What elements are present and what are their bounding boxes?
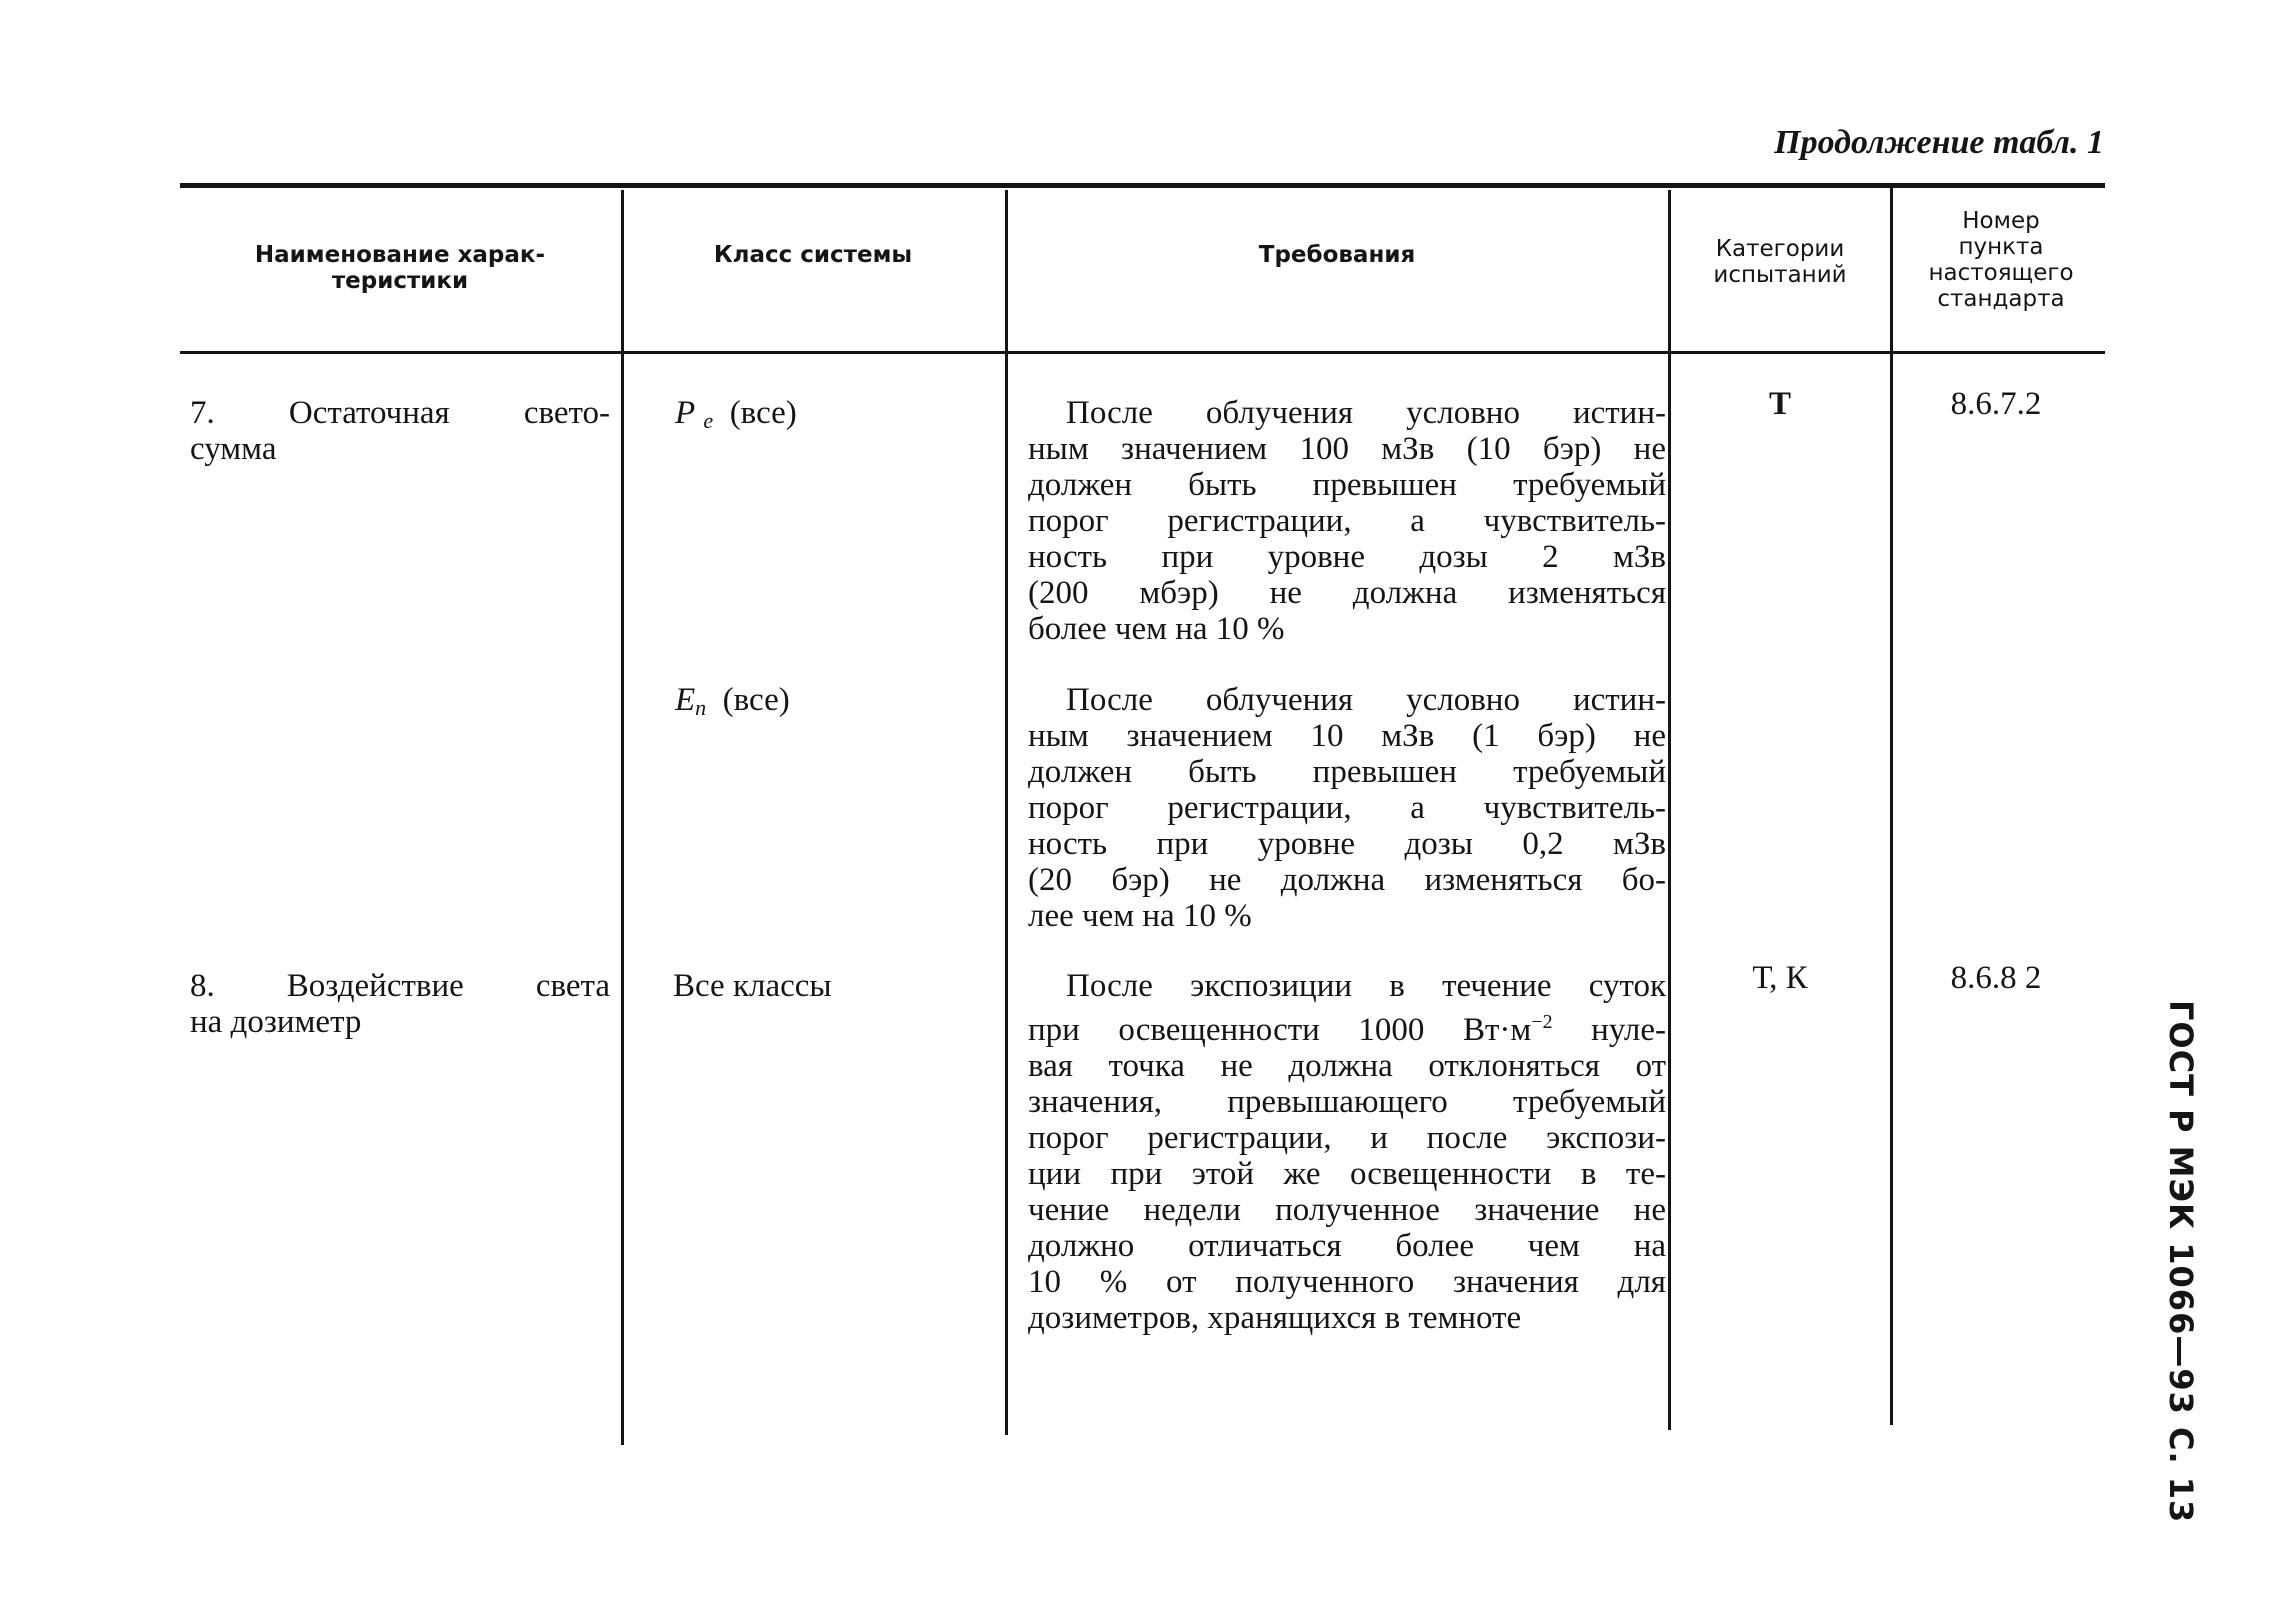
req-line: дозиметров, хранящихся в темноте xyxy=(1028,1300,1522,1336)
req-line: 10 % от полученного значения для xyxy=(1028,1264,1666,1300)
header-requirements: Требования xyxy=(1258,242,1416,268)
header-class: Класс системы xyxy=(713,242,913,268)
class-suffix: (все) xyxy=(722,682,790,718)
header-clause-line: настоящего xyxy=(1928,260,2074,286)
row-8-clause: 8.6.8 2 xyxy=(1950,960,2042,996)
class-subscript: n xyxy=(695,695,707,720)
name-line: 7. Остаточная свето- xyxy=(190,395,610,431)
req-line: ным значением 10 мЗв (1 бэр) не xyxy=(1028,718,1666,754)
page-footer: ГОСТ Р МЭК 1066—93 С. 13 xyxy=(2162,1000,2200,1524)
row-8-class: Все классы xyxy=(673,968,832,1004)
header-clause-line: стандарта xyxy=(1937,286,2065,312)
req-line: После экспозиции в течение суток xyxy=(1066,968,1666,1004)
row-8-requirement xyxy=(1028,968,1666,1336)
column-divider xyxy=(621,190,624,1445)
header-name xyxy=(185,242,615,294)
header-category-line: Категории xyxy=(1715,236,1845,262)
column-divider xyxy=(1005,190,1008,1435)
column-divider xyxy=(1890,185,1893,1425)
column-divider xyxy=(1668,190,1671,1430)
req-line: значения, превышающего требуемый xyxy=(1028,1084,1666,1120)
header-bottom-rule xyxy=(180,351,2105,354)
row-8-category: Т, К xyxy=(1752,960,1808,996)
header-name-line: теристики xyxy=(331,268,469,294)
req-line: (200 мбэр) не должна изменяться xyxy=(1028,575,1666,611)
req-line: лее чем на 10 % xyxy=(1028,898,1252,934)
req-line: должен быть превышен требуемый xyxy=(1028,467,1666,503)
req-line: порог регистрации, а чувствитель- xyxy=(1028,503,1666,539)
row-7-name xyxy=(190,395,610,467)
class-symbol: P xyxy=(675,395,696,431)
class-symbol: E xyxy=(675,682,696,718)
table-top-rule xyxy=(180,183,2105,188)
req-line: порог регистрации, и после экспози- xyxy=(1028,1120,1666,1156)
header-category-line: испытаний xyxy=(1713,262,1847,288)
name-line: на дозиметр xyxy=(190,1004,362,1040)
header-clause-line: пункта xyxy=(1958,234,2044,260)
continuation-label: Продолжение табл. 1 xyxy=(1774,124,2104,161)
req-line: ным значением 100 мЗв (10 бэр) не xyxy=(1028,431,1666,467)
header-clause-line: Номер xyxy=(1962,208,2040,234)
req-line: должен быть превышен требуемый xyxy=(1028,754,1666,790)
req-line: более чем на 10 % xyxy=(1028,611,1285,647)
row-7-class-en xyxy=(675,682,790,726)
req-line: ность при уровне дозы 0,2 мЗв xyxy=(1028,826,1666,862)
req-line: (20 бэр) не должна изменяться бо- xyxy=(1028,862,1666,898)
header-category xyxy=(1674,236,1886,288)
header-name-line: Наименование харак- xyxy=(254,242,546,268)
req-line: ность при уровне дозы 2 мЗв xyxy=(1028,539,1666,575)
row-7-clause: 8.6.7.2 xyxy=(1950,386,2042,422)
row-7-class-pe xyxy=(675,395,797,439)
class-subscript: e xyxy=(703,408,714,433)
class-suffix: (все) xyxy=(729,395,797,431)
req-line: После облучения условно истин- xyxy=(1066,682,1666,718)
header-clause xyxy=(1896,208,2106,312)
req-text: при освещенности 1000 Вт·м xyxy=(1028,1012,1532,1048)
req-line: порог регистрации, а чувствитель- xyxy=(1028,790,1666,826)
req-line: После облучения условно истин- xyxy=(1066,395,1666,431)
req-text: нуле- xyxy=(1552,1012,1666,1048)
req-line: ции при этой же освещенности в те- xyxy=(1028,1156,1666,1192)
req-line xyxy=(1028,1004,1666,1048)
req-line: должно отличаться более чем на xyxy=(1028,1228,1666,1264)
req-line: вая точка не должна отклоняться от xyxy=(1028,1048,1666,1084)
req-superscript: −2 xyxy=(1531,1011,1553,1033)
row-7-requirement-en xyxy=(1028,682,1666,934)
name-line: 8. Воздействие света xyxy=(190,968,610,1004)
name-line: сумма xyxy=(190,431,277,467)
row-8-name xyxy=(190,968,610,1040)
req-line: чение недели полученное значение не xyxy=(1028,1192,1666,1228)
row-7-category: Т xyxy=(1768,386,1791,422)
row-7-requirement-pe xyxy=(1028,395,1666,647)
